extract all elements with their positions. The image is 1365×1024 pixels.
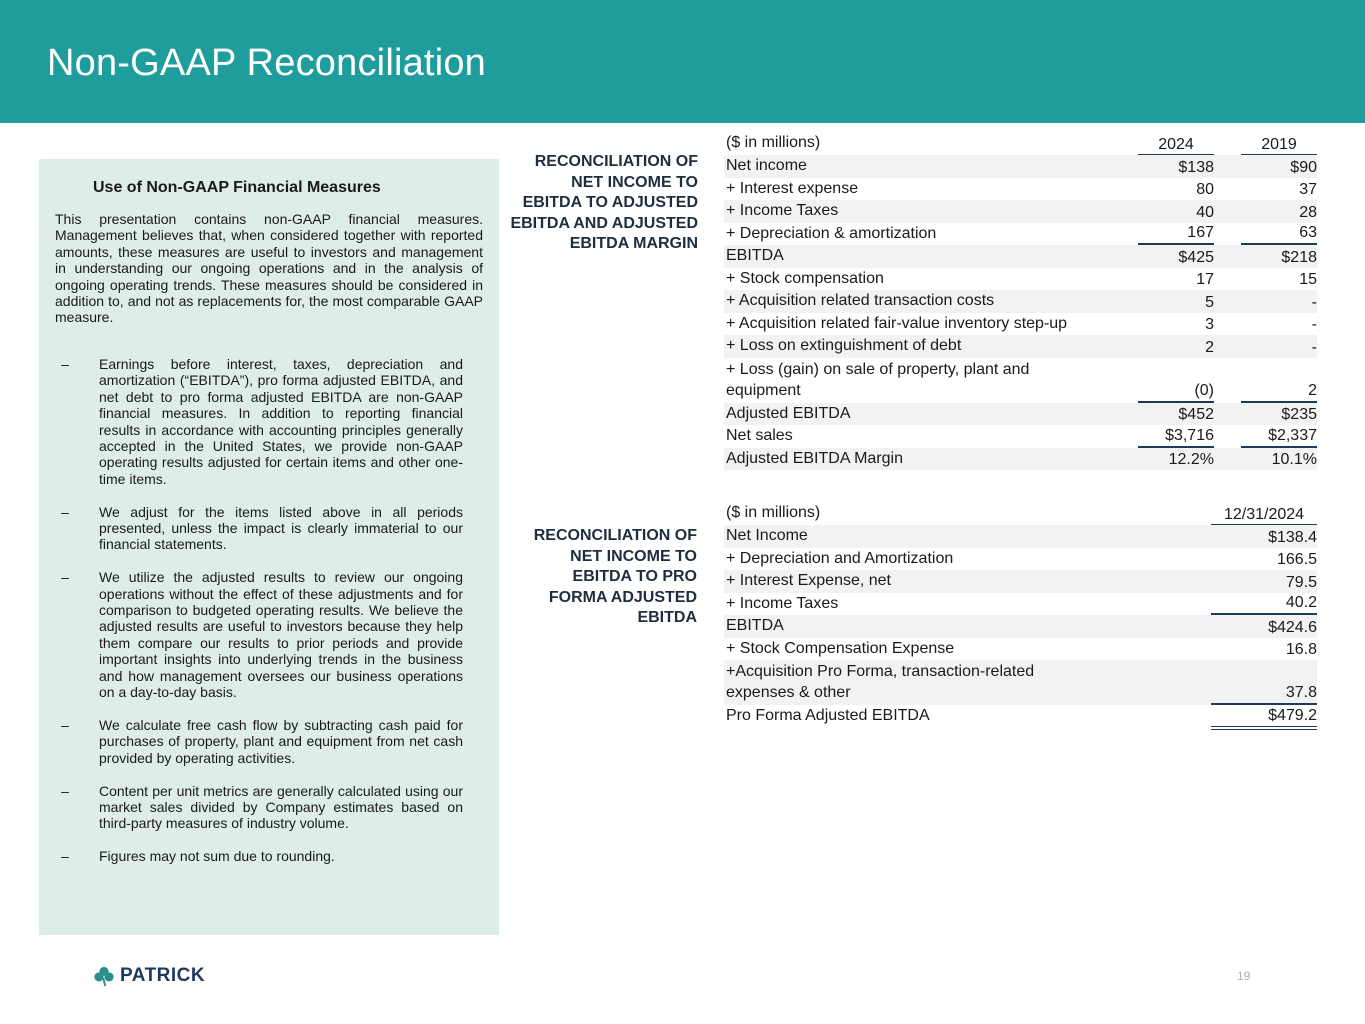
row-label: Adjusted EBITDA [726,404,851,422]
table-row [724,615,1317,638]
value-2024: $138 [1178,158,1214,176]
table-row [724,448,1317,471]
value-2024: 80 [1196,181,1214,198]
row-label: Pro Forma Adjusted EBITDA [726,707,930,724]
bullet-text: We calculate free cash flow by subtracting cash paid for purchases of property, plant and equipment from net cash provided by operating activities. [99,716,463,766]
column-header-2024: 2024 [1138,136,1214,156]
row-value: 166.5 [1276,551,1317,568]
value-2024: (0) [1138,380,1214,403]
table-row [724,660,1317,705]
row-label: +Acquisition Pro Forma, transaction-related expenses & other [726,663,1035,701]
row-label: + Depreciation and Amortization [726,549,954,567]
page-number: 19 [1237,969,1251,983]
value-2024: 5 [1205,293,1214,311]
pro-forma-ebitda-table [724,503,1317,730]
value-2019: - [1311,316,1317,333]
bullet-item [55,717,463,766]
bullet-text: We utilize the adjusted results to review our ongoing operations without the effect of these adjustments and for comparison to budgeted operating results. We believe the adjusted results are useful to investors because they help them compare our results to prior periods and provide important insights into underlying trends in the business and how management oversees our business operations on a day-to-day basis. [99,569,463,701]
row-value: $138.4 [1268,528,1317,546]
row-label: Net Income [726,527,808,544]
ebitda-reconciliation-table [724,133,1317,470]
table-header [724,503,1317,525]
recon2-section-label: RECONCILIATION OF NET INCOME TO EBITDA TO PRO FORMA ADJUSTED EBITDA [533,527,697,626]
bullet-item [55,356,463,487]
value-2024: $452 [1178,406,1214,423]
row-value: 79.5 [1285,573,1317,591]
value-2024: 12.2% [1168,451,1214,468]
bullet-item [55,569,463,700]
non-gaap-info-panel [39,159,499,935]
row-label: + Loss on extinguishment of debt [726,337,962,354]
value-2024: $3,716 [1138,425,1214,448]
bullet-text: Figures may not sum due to rounding. [99,848,335,865]
table-row [724,593,1317,616]
bullet-text: We adjust for the items listed above in all periods presented, unless the impact is clearly immaterial to our financial statements. [99,503,463,553]
bullet-dash: – [61,503,69,520]
bullet-text: Earnings before interest, taxes, depreciation and amortization (“EBITDA”), pro forma adjusted EBITDA, and net debt to pro forma adjusted EBITDA are non-GAAP financial measures. In addition to reporting financial results in accordance with accounting principles generally accepted in the United States, we provide non-GAAP operating results adjusted for certain items and other one-time items. [99,356,463,487]
row-label: + Acquisition related transaction costs [726,292,995,309]
value-2024: 3 [1205,316,1214,333]
value-2024: $425 [1178,248,1214,266]
table-row [724,425,1317,448]
table-row [724,705,1317,730]
row-value: 40.2 [1211,592,1317,615]
bullet-dash: – [61,569,69,586]
row-label: + Stock Compensation Expense [726,639,955,657]
value-2019: $235 [1281,406,1317,423]
value-2019: - [1311,338,1317,356]
bullet-item [55,783,463,832]
row-label: + Depreciation & amortization [726,224,937,242]
value-2019: 15 [1299,271,1317,288]
panel-title: Use of Non-GAAP Financial Measures [93,179,381,196]
table-row [724,200,1317,223]
bullet-dash: – [61,782,69,799]
row-label: + Loss (gain) on sale of property, plant and equipment [726,360,1030,399]
value-2024: 2 [1205,338,1214,356]
value-2019: 37 [1299,181,1317,198]
table-row [724,335,1317,358]
title-bar [0,0,1365,123]
row-label: Adjusted EBITDA Margin [726,449,903,467]
value-2019: 63 [1241,222,1317,245]
table-row [724,313,1317,336]
table-row [724,178,1317,201]
table-row [724,268,1317,291]
value-2024: 40 [1196,203,1214,221]
row-label: + Stock compensation [726,269,884,287]
value-2019: 2 [1241,380,1317,403]
shamrock-icon [93,965,115,987]
row-value: $424.6 [1268,618,1317,636]
patrick-logo [93,964,205,988]
table-row [724,548,1317,571]
table-row [724,245,1317,268]
table-row [724,570,1317,593]
row-label: EBITDA [726,617,784,634]
row-value: 37.8 [1211,682,1317,705]
bullet-dash: – [61,848,69,865]
value-2024: 167 [1138,222,1214,245]
table-row [724,638,1317,661]
row-value: $479.2 [1211,705,1317,730]
column-header-date: 12/31/2024 [1211,506,1317,526]
table-header [724,133,1317,155]
value-2019: - [1311,293,1317,311]
row-label: EBITDA [726,247,784,264]
table-row [724,155,1317,178]
bullet-item [55,848,463,864]
bullet-text: Content per unit metrics are generally calculated using our market sales divided by Company estimates based on third-party measures of industry volume. [99,782,463,832]
value-2019: 28 [1299,203,1317,221]
row-label: + Interest expense [726,179,859,197]
value-2024: 17 [1196,271,1214,288]
bullet-list [55,356,463,881]
row-label: + Income Taxes [726,594,839,612]
row-label: + Interest Expense, net [726,572,891,589]
column-header-2019: 2019 [1241,136,1317,156]
value-2019: $90 [1290,158,1317,176]
row-label: Net sales [726,427,793,444]
panel-intro: This presentation contains non-GAAP financial measures. Management believes that, when considered together with reported amounts, these measures are useful to investors and management in understanding our ongoing operations and in the analysis of ongoing operating trends. These measures should be considered in addition to, and not as replacements for, the most comparable GAAP measure. [55,211,483,326]
bullet-dash: – [61,356,69,372]
page-title: Non-GAAP Reconciliation [47,42,487,84]
value-2019: 10.1% [1271,451,1317,468]
bullet-dash: – [61,716,69,733]
units-label: ($ in millions) [726,134,821,151]
table-row [724,223,1317,246]
row-label: + Acquisition related fair-value inventory step-up [726,314,1068,332]
logo-text: PATRICK [120,965,206,986]
recon1-section-label: RECONCILIATION OF NET INCOME TO EBITDA TO ADJUSTED EBITDA AND ADJUSTED EBITDA MARGIN [510,153,698,252]
table-row [724,403,1317,426]
row-value: 16.8 [1285,641,1317,658]
value-2019: $218 [1281,248,1317,266]
table-row [724,525,1317,548]
table-row [724,358,1317,403]
row-label: Net income [726,157,807,174]
bullet-item [55,504,463,553]
units-label: ($ in millions) [726,504,821,521]
value-2019: $2,337 [1241,425,1317,448]
table-row [724,290,1317,313]
row-label: + Income Taxes [726,202,839,219]
